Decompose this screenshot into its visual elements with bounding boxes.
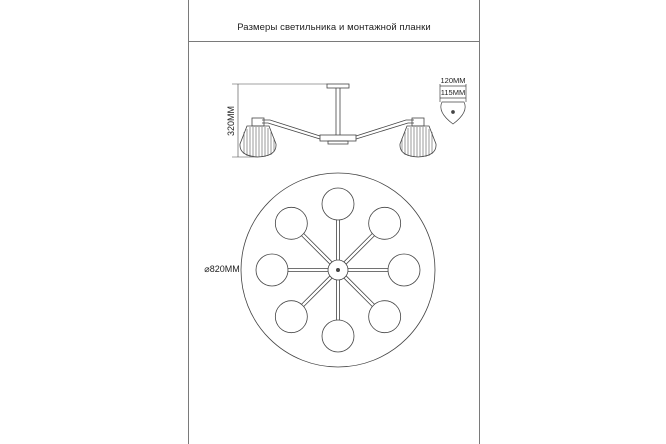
arm-8 [302,234,333,265]
height-label: 320MM [226,105,236,137]
arm-2 [344,234,375,265]
arm-6 [302,276,333,307]
right-socket [412,118,424,126]
lamp-head-1 [322,188,354,220]
center-hub [320,135,356,141]
lamp-head-5 [322,320,354,352]
lamp-head-2 [369,207,401,239]
lamp-head-6 [275,301,307,333]
plate-outer-label: 120MM [440,76,466,85]
plate-inner-label: 115MM [440,88,466,97]
plate-screw-hole [452,111,455,114]
hub-cap [328,141,348,144]
lamp-head-3 [388,254,420,286]
left-socket [252,118,264,126]
lamp-head-7 [256,254,288,286]
diameter-label: ⌀820MM [204,264,240,274]
right-shade-ribs [402,127,432,157]
center-point [336,268,339,271]
right-lamp-shade-icon [400,126,436,157]
arm-7 [288,268,328,271]
side-view [240,84,436,157]
height-dimension [232,84,327,157]
arm-3 [348,268,388,271]
arm-1 [336,220,339,260]
top-view [241,173,435,367]
arm-4 [344,276,375,307]
left-lamp-shade-icon [240,126,276,157]
lamp-head-4 [369,301,401,333]
arm-5 [336,280,339,320]
left-shade-ribs [244,127,274,157]
lamp-head-8 [275,207,307,239]
page-title: Размеры светильника и монтажной планки [237,22,431,33]
ceiling-canopy [327,84,349,88]
